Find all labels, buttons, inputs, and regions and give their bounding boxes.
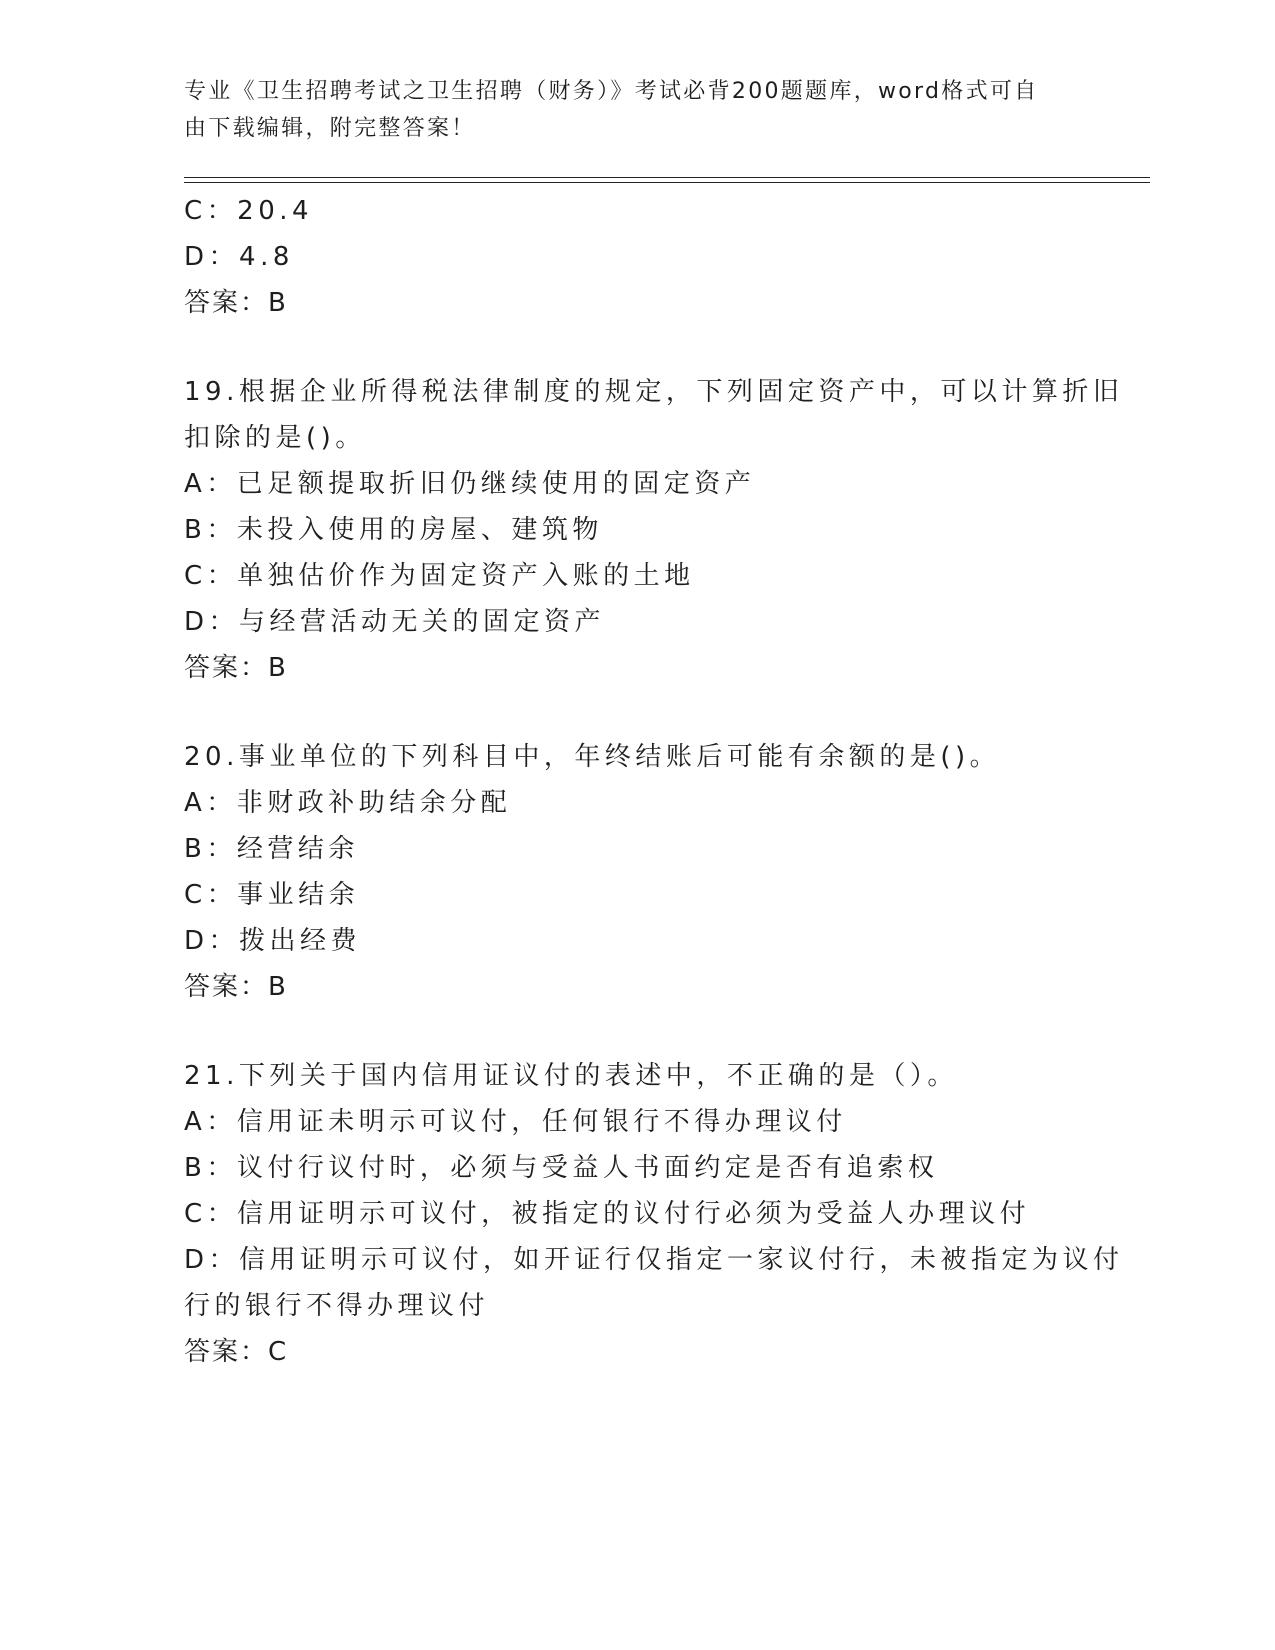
question-stem: 20.事业单位的下列科目中，年终结账后可能有余额的是()。 (184, 742, 1001, 772)
answer-line: 答案：B (184, 288, 288, 318)
option-c: C：事业结余 (184, 880, 360, 910)
option-a: A：已足额提取折旧仍继续使用的固定资产 (184, 469, 756, 499)
option-d-line-1: D：信用证明示可议付，如开证行仅指定一家议付行，未被指定为议付 (184, 1245, 1124, 1275)
option-a: A：非财政补助结余分配 (184, 788, 512, 818)
question-list (184, 188, 1124, 1375)
option-d: D：与经营活动无关的固定资产 (184, 607, 606, 637)
header-title-line-2: 由下载编辑，附完整答案！ (184, 116, 476, 141)
spacer (184, 691, 1084, 734)
question-20 (184, 734, 1084, 1010)
answer-line: 答案：B (184, 972, 288, 1002)
option-c: C：单独估价作为固定资产入账的土地 (184, 561, 695, 591)
answer-line: 答案：C (184, 1337, 289, 1367)
option-b: B：未投入使用的房屋、建筑物 (184, 515, 603, 545)
option-c: C：20.4 (184, 196, 314, 226)
spacer (184, 326, 1084, 369)
header-divider-bottom (184, 182, 1150, 183)
question-21 (184, 1053, 1124, 1375)
option-c: C：信用证明示可议付，被指定的议付行必须为受益人办理议付 (184, 1199, 1031, 1229)
document-header (184, 73, 1064, 147)
option-d: D：4.8 (184, 242, 294, 272)
question-19 (184, 369, 1124, 691)
answer-line: 答案：B (184, 653, 288, 683)
option-d-line-2: 行的银行不得办理议付 (184, 1291, 490, 1321)
question-18-tail (184, 188, 1084, 326)
spacer (184, 1010, 1084, 1053)
question-stem-line-2: 扣除的是()。 (184, 423, 366, 453)
option-a: A：信用证未明示可议付，任何银行不得办理议付 (184, 1107, 847, 1137)
option-b: B：经营结余 (184, 834, 359, 864)
question-stem: 21.下列关于国内信用证议付的表述中，不正确的是（）。 (184, 1061, 958, 1091)
header-divider-top (184, 177, 1150, 178)
question-stem-line-1: 19.根据企业所得税法律制度的规定，下列固定资产中，可以计算折旧 (184, 377, 1124, 407)
option-d: D：拨出经费 (184, 926, 362, 956)
header-title-line-1: 专业《卫生招聘考试之卫生招聘（财务）》考试必背200题题库，word格式可自 (184, 79, 1039, 104)
option-b: B：议付行议付时，必须与受益人书面约定是否有追索权 (184, 1153, 939, 1183)
